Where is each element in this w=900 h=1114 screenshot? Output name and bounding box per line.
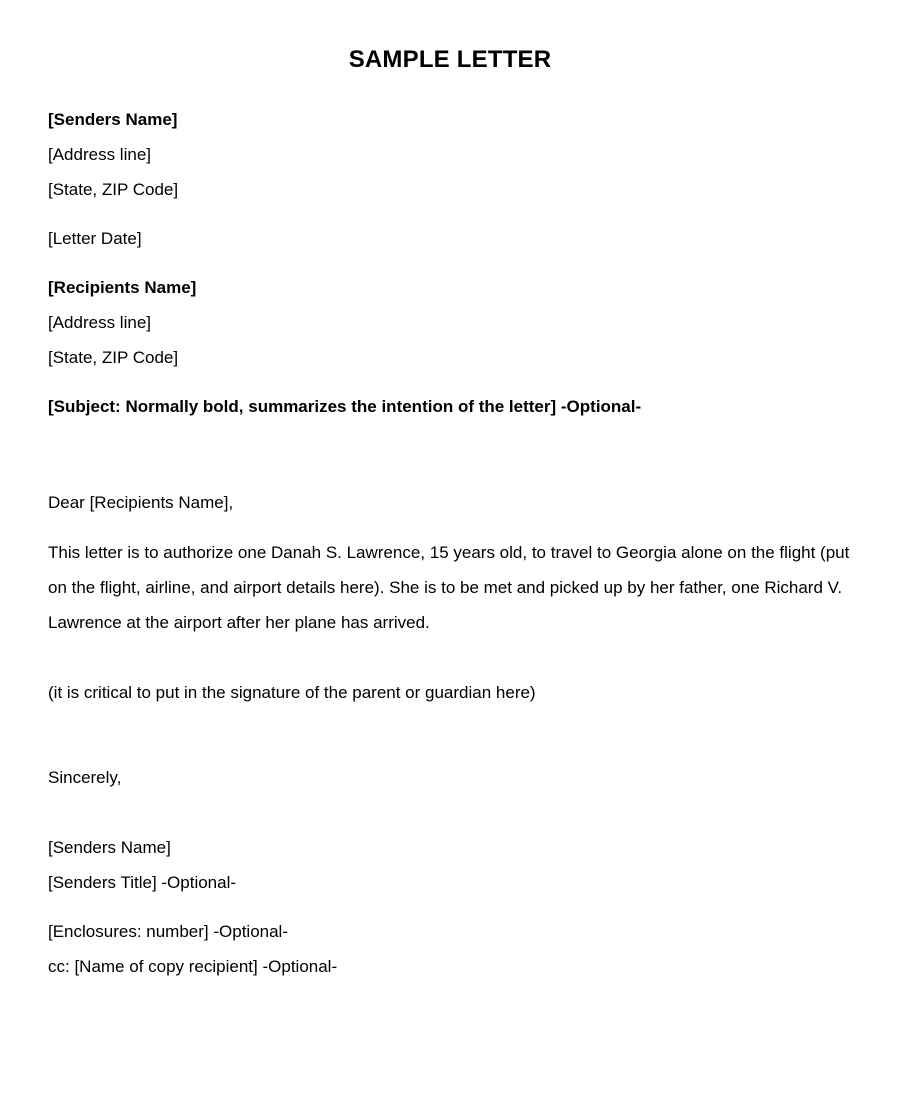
sender-address-line: [Address line] [48, 145, 151, 164]
enclosures-line: [Enclosures: number] -Optional- [48, 922, 288, 941]
enclosure-block [48, 914, 852, 984]
page-title: SAMPLE LETTER [348, 46, 552, 73]
salutation: Dear [Recipients Name], [48, 493, 234, 512]
signature-block [48, 830, 852, 900]
recipient-state-zip: [State, ZIP Code] [48, 348, 179, 367]
recipient-address-block [48, 270, 852, 375]
subject-line: [Subject: Normally bold, summarizes the intention of the letter] -Optional- [48, 397, 642, 416]
signature-note-paragraph: (it is critical to put in the signature of the parent or guardian here) [48, 683, 536, 702]
letter-date: [Letter Date] [48, 229, 142, 248]
spacer-after-sender [48, 207, 852, 221]
sender-name: [Senders Name] [48, 110, 178, 129]
recipient-name: [Recipients Name] [48, 278, 197, 297]
signature-sender-title: [Senders Title] -Optional- [48, 873, 237, 892]
recipient-address-line: [Address line] [48, 313, 151, 332]
body-paragraph: This letter is to authorize one Danah S. Lawrence, 15 years old, to travel to Georgia alone on the flight (put on the flight, airline, and airport details here). She is to be met and picked up by her father, one Richard V. Lawrence at the airport after her plane has arrived. [48, 543, 850, 632]
signature-sender-name: [Senders Name] [48, 838, 171, 857]
cc-line: cc: [Name of copy recipient] -Optional- [48, 957, 338, 976]
sender-address-block [48, 102, 852, 207]
letter-date-block [48, 221, 852, 256]
sender-state-zip: [State, ZIP Code] [48, 180, 179, 199]
closing-salutation: Sincerely, [48, 768, 122, 787]
